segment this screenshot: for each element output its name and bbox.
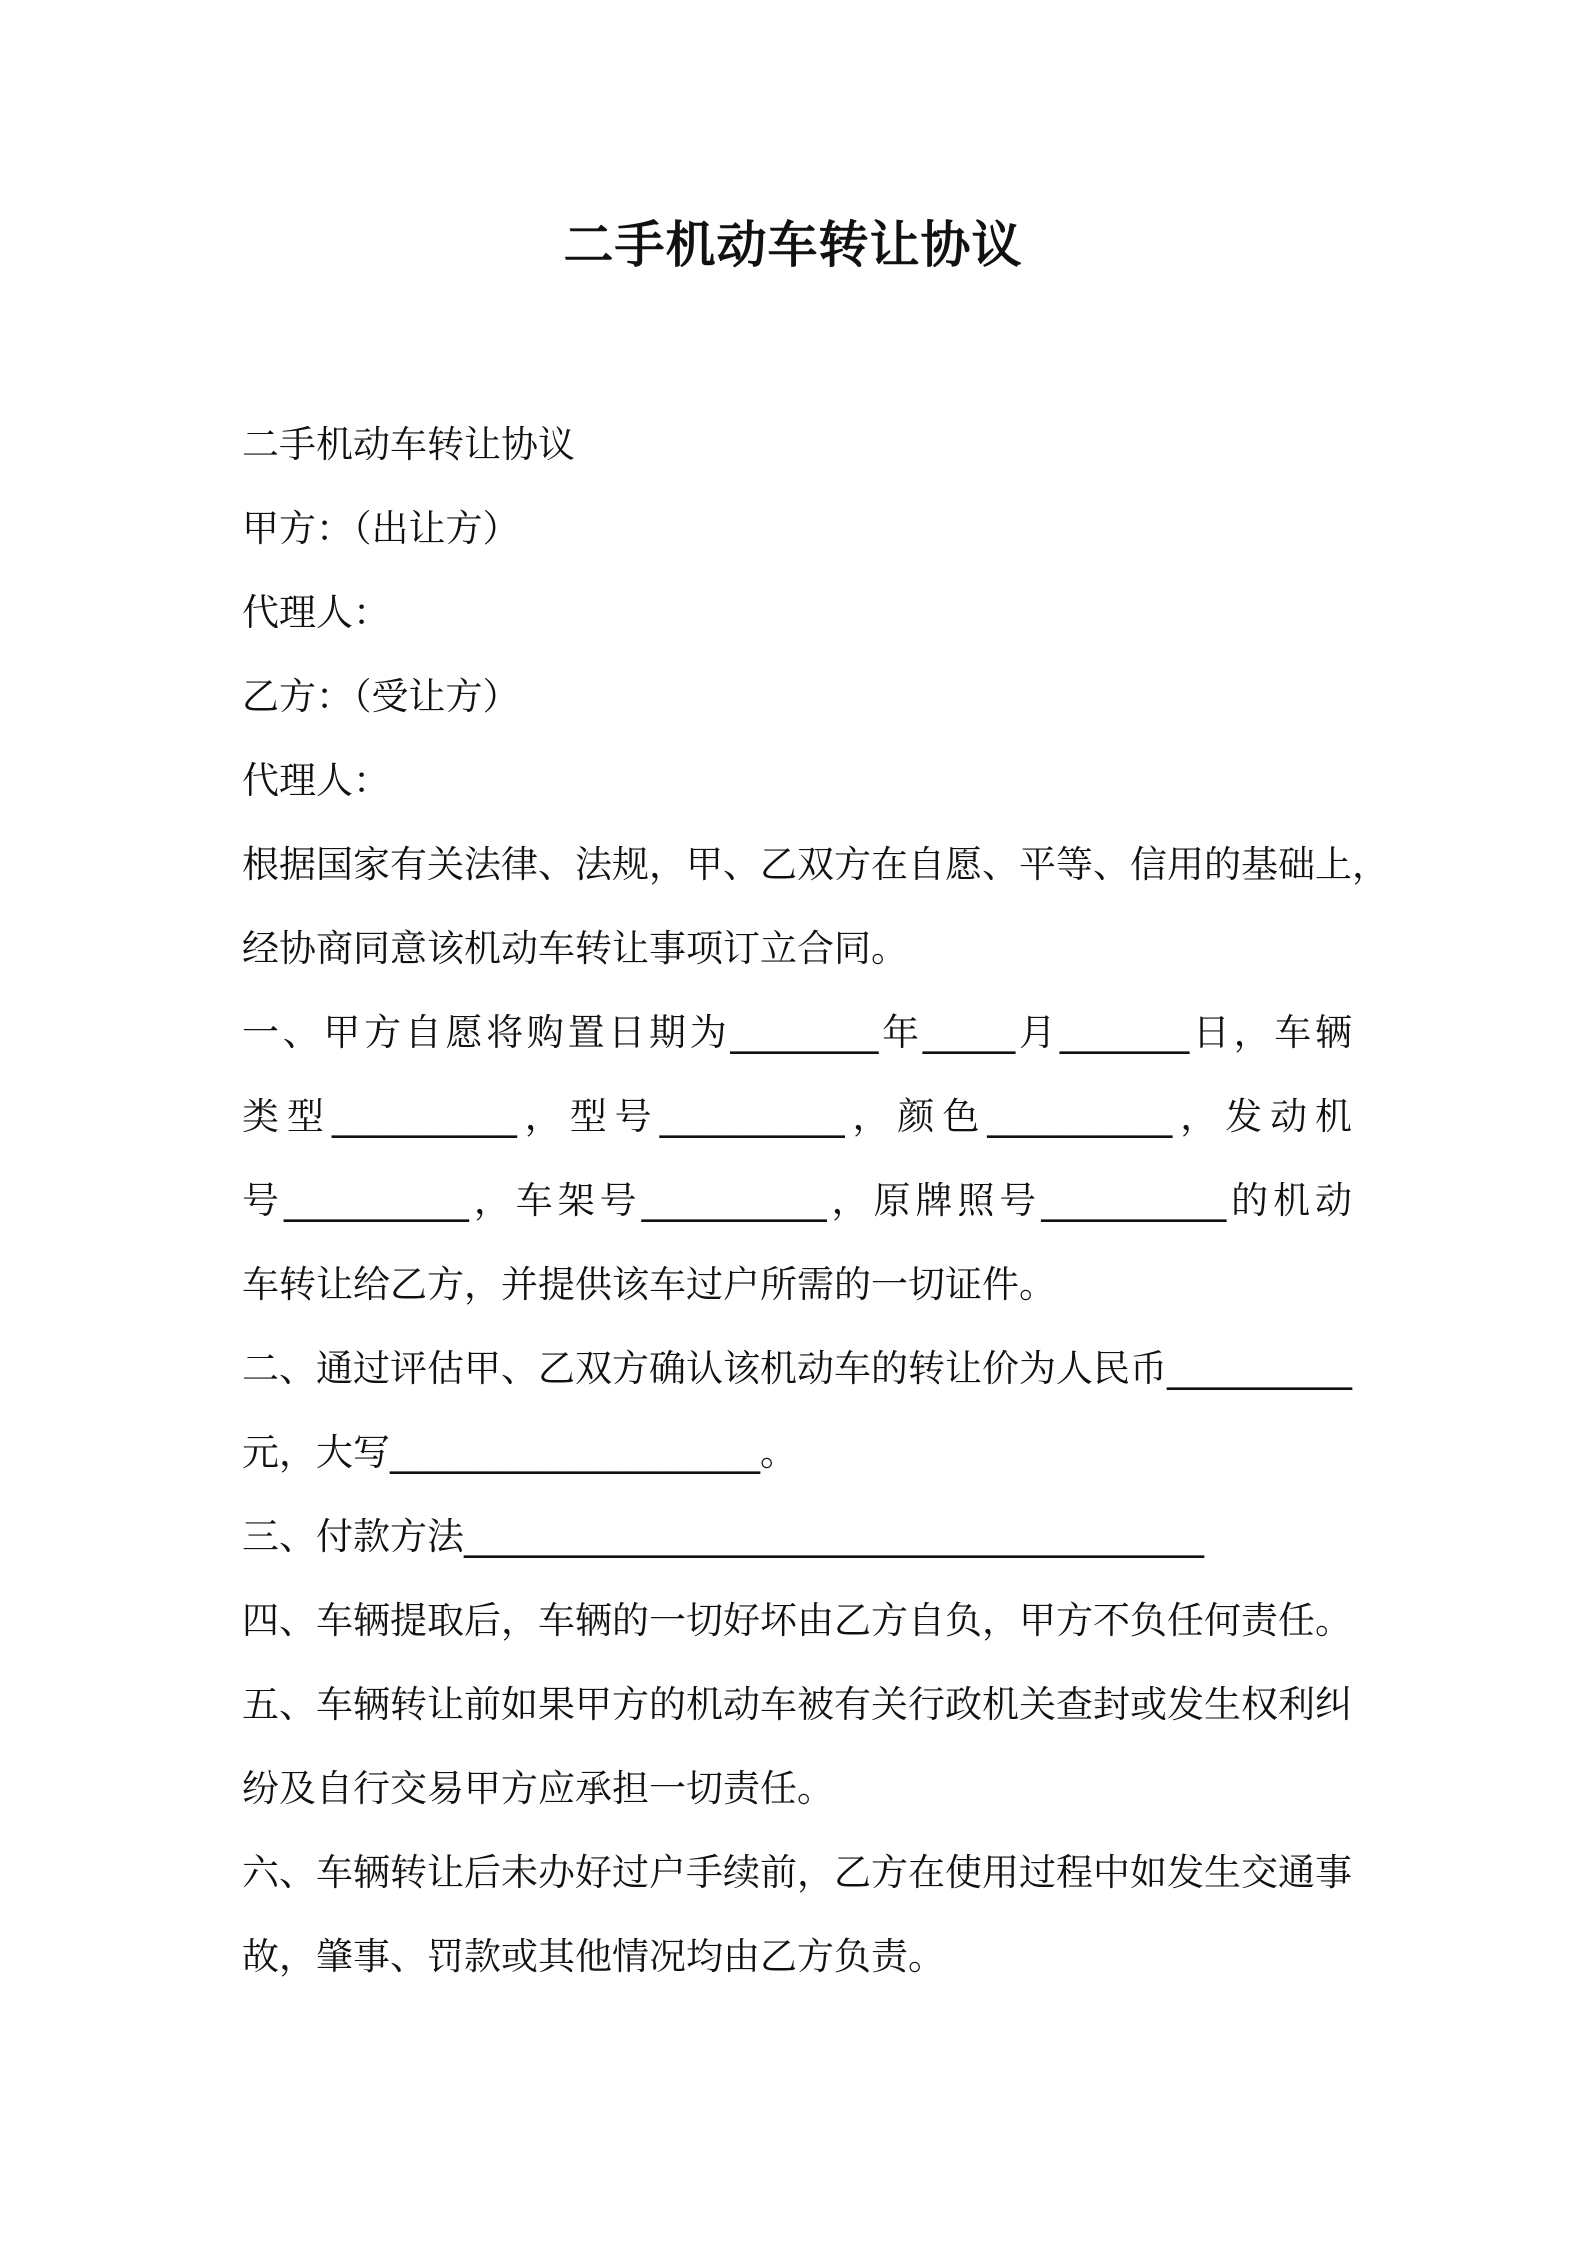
clause-1-line-4: 车转让给乙方，并提供该车过户所需的一切证件。: [242, 1263, 1056, 1306]
clause-1-line-3: 号__________，车架号__________，原牌照号__________的机动: [242, 1179, 1352, 1222]
clause-6-line-2: 故，肇事、罚款或其他情况均由乙方负责。: [242, 1935, 945, 1978]
clause-3-line: 三、付款方法________________________________________: [242, 1515, 1204, 1558]
clause-1-line-1: 一、甲方自愿将购置日期为________年_____月_______日，车辆: [242, 1011, 1352, 1054]
clause-1-line-2: 类型__________，型号__________，颜色__________，发动机: [242, 1095, 1352, 1138]
clause-5-line-1: 五、车辆转让前如果甲方的机动车被有关行政机关查封或发生权利纠: [242, 1683, 1352, 1726]
preamble-line-2: 经协商同意该机动车转让事项订立合同。: [242, 927, 908, 970]
party-b-agent-line: 代理人：: [242, 759, 390, 802]
document-body: [242, 403, 1389, 1999]
clause-2-line-2: 元，大写____________________。: [242, 1431, 797, 1474]
party-b-line: 乙方：（受让方）: [242, 675, 520, 718]
body-heading: 二手机动车转让协议: [242, 423, 575, 466]
clause-4-line: 四、车辆提取后，车辆的一切好坏由乙方自负，甲方不负任何责任。: [242, 1599, 1352, 1642]
party-a-line: 甲方：（出让方）: [242, 507, 520, 550]
party-a-agent-line: 代理人：: [242, 591, 390, 634]
clause-6-line-1: 六、车辆转让后未办好过户手续前，乙方在使用过程中如发生交通事: [242, 1851, 1352, 1894]
clause-5-line-2: 纷及自行交易甲方应承担一切责任。: [242, 1767, 834, 1810]
clause-2-line-1: 二、通过评估甲、乙双方确认该机动车的转让价为人民币__________: [242, 1347, 1352, 1390]
document-title: 二手机动车转让协议: [563, 216, 1023, 274]
preamble-line-1: 根据国家有关法律、法规，甲、乙双方在自愿、平等、信用的基础上，: [242, 843, 1389, 886]
